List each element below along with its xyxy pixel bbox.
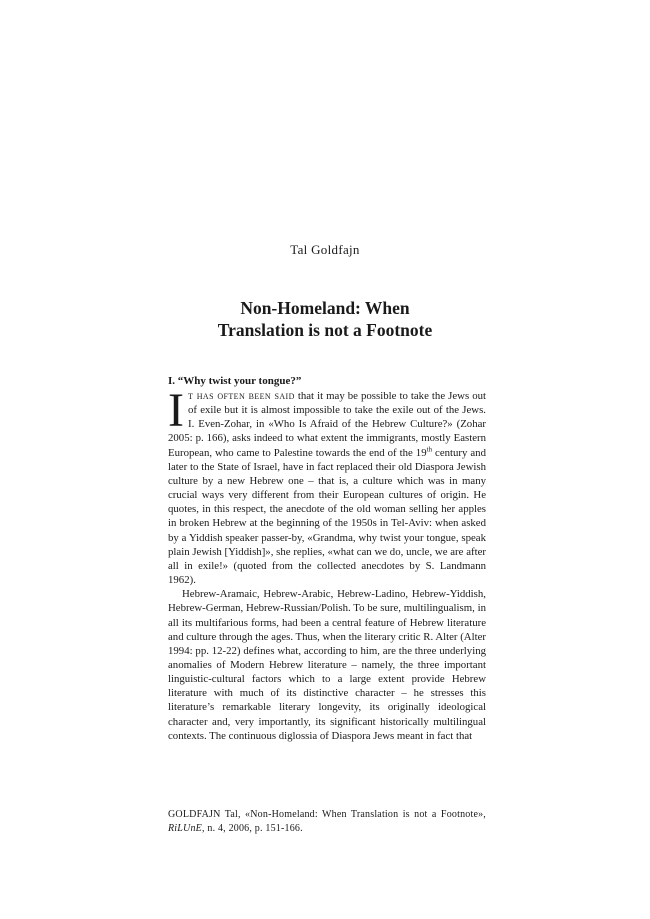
title-line-2: Translation is not a Footnote: [217, 320, 433, 340]
author-name: Tal Goldfajn: [290, 242, 360, 257]
citation-journal: RiLUnE: [168, 823, 202, 834]
citation-text-b: , n. 4, 2006, p. 151-166.: [201, 823, 303, 834]
citation-text-a: GOLDFAJN Tal, «Non-Homeland: When Translation is not a Footnote»,: [168, 809, 486, 820]
opening-smallcaps: t has often been said: [187, 390, 295, 402]
title-line-1: Non-Homeland: When: [240, 298, 410, 318]
paragraph-1: [168, 384, 486, 587]
citation-footer: [168, 808, 486, 836]
drop-cap: I: [168, 384, 184, 437]
paragraph-1-text-a: that it may be possible to take the Jews out of exile but it is almost impossible to take the exile out of the Jews. I. Even-Zohar, in «Who Is Afraid of the Hebrew Culture?» (Zohar 2005: p. 166), asks indeed to what extent the immigrants, mostly Eastern European, who came to Palestine towards the end of the 19: [168, 390, 486, 459]
paragraph-2: Hebrew-Aramaic, Hebrew-Arabic, Hebrew-Ladino, Hebrew-Yiddish, Hebrew-German, Hebrew-Russian/Polish. To be sure, multilingualism, in all its multifarious forms, had been a central feature of Hebrew literature and culture through the ages. Thus, when the literary critic R. Alter (Alter 1994: pp. 12-22) defines what, according to him, are the three underlying anomalies of Modern Hebrew literature – namely, the three important linguistic-cultural factors which to a large extent provide Hebrew literature with much of its distinctive character – he stresses this literature’s remarkable literary longevity, its originally ideological character and, very importantly, its significant historically multilingual contexts. The continuous diglossia of Diaspora Jews meant in fact that: [168, 588, 486, 742]
body-text: [168, 384, 486, 743]
paragraph-1-text-b: century and later to the State of Israel, have in fact replaced their old Diaspora Jewish culture by a new Hebrew one – that is, a culture which was in many crucial ways very different from their European cultures of origin. He quotes, in this respect, the anecdote of the old woman selling her apples in broken Hebrew at the beginning of the 1950s in Tel-Aviv: when asked by a Yiddish speaker passer-by, «Grandma, why twist your tongue, speak plain Jewish [Yiddish]», she replies, «what can we do, uncle, we are after all in exile!» (quoted from the collected anecdotes by S. Landmann 1962).: [168, 446, 486, 587]
superscript-th: th: [426, 445, 433, 454]
section-heading: I. “Why twist your tongue?”: [168, 375, 302, 387]
article-title: [0, 297, 650, 341]
